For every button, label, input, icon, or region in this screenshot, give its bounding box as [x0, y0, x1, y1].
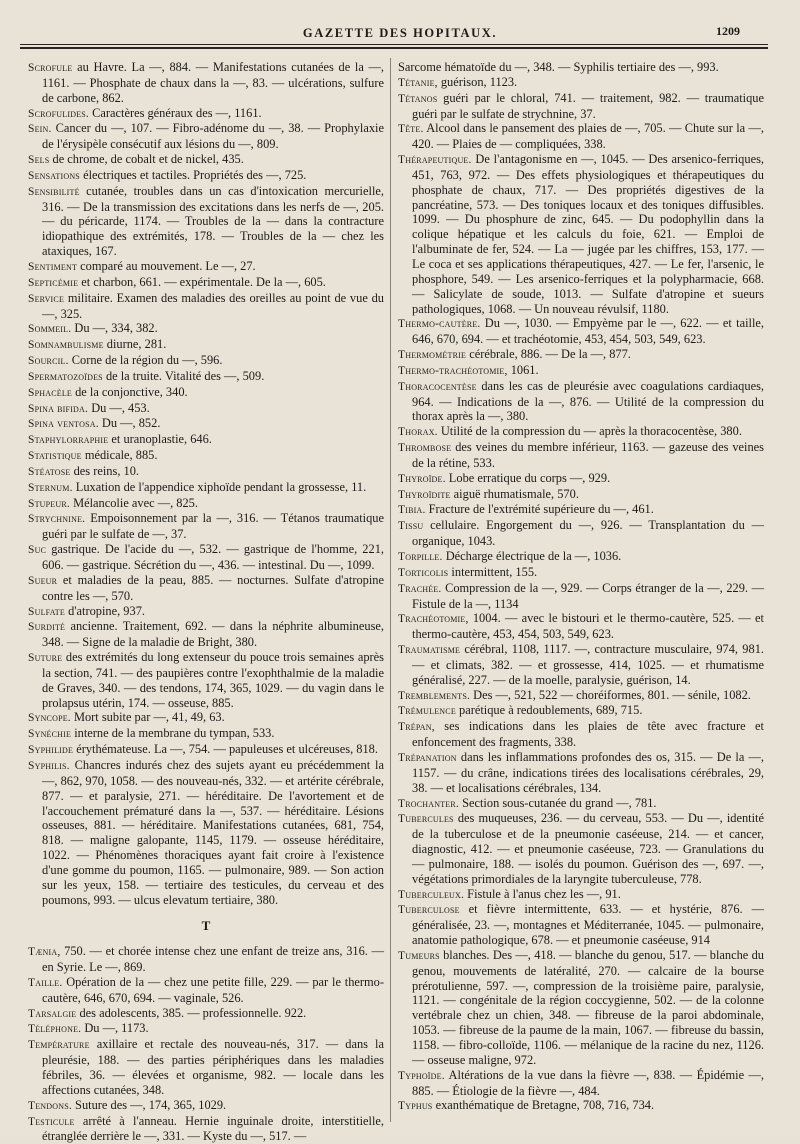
index-entry	[28, 416, 384, 432]
entry-text: Luxation de l'appendice xiphoïde pendant la grossesse, 11.	[72, 479, 367, 494]
entry-headword: Torpille.	[398, 551, 443, 563]
entry-text: et uranoplastie, 646.	[108, 432, 212, 447]
entry-headword: Service	[28, 292, 65, 305]
index-entry	[28, 121, 384, 152]
index-entry	[398, 487, 764, 503]
entry-text: Suture des —, 174, 365, 1029.	[71, 1097, 227, 1112]
index-entry	[398, 152, 764, 316]
entry-headword: Tuberculose	[398, 904, 460, 917]
entry-headword: Spermatozoïdes	[28, 370, 103, 383]
entry-text: aiguë rhumatismale, 570.	[450, 486, 579, 501]
entry-text: Section sous-cutanée du grand —, 781.	[459, 795, 657, 810]
entry-headword: Testicule	[28, 1115, 75, 1128]
index-entry	[28, 321, 384, 337]
index-entry	[398, 424, 764, 440]
entry-headword: Trachéotomie,	[398, 613, 469, 626]
entry-headword: Syphilide	[28, 744, 74, 757]
index-entry	[398, 1098, 764, 1114]
index-entry	[28, 275, 384, 291]
entry-headword: Trémulence	[398, 705, 456, 718]
index-entry	[28, 168, 384, 184]
entry-headword: Suture	[28, 652, 63, 665]
page-number: 1209	[716, 24, 740, 38]
entry-text: des adolescents, 385. — professionnelle. 922.	[76, 1005, 307, 1020]
index-entry	[398, 363, 764, 379]
entry-text: médicale, 885.	[81, 448, 158, 463]
entry-headword: Statistique	[28, 450, 82, 463]
entry-text: axillaire et rectale des nouveau-nés, 317. — dans la pleurésie, 188. — des parties périphériques dans les maladies fébriles, 36. — élevées et organisme, 982. — locale dans les affections cutanées, 348.	[42, 1037, 384, 1097]
entry-headword: Thorax.	[398, 426, 438, 439]
entry-text: Cancer du —, 107. — Fibro-adénome du —, 38. — Prophylaxie de l'érysipèle consécutif aux lésions du —, 809.	[42, 121, 384, 152]
entry-text: comparé au mouvement. Le —, 27.	[77, 258, 256, 273]
index-entry	[28, 401, 384, 417]
entry-text: Alcool dans le pansement des plaies de —, 705. — Chute sur la —, 420. — Plaies de — compliquées, 338.	[412, 121, 764, 152]
entry-text: des muqueuses, 236. — du cerveau, 553. — Du —, identité de la tuberculose et de la pneumonie caséeuse, 214. — et cancer, diagnostic, 412. — et pneumonie caséeuse, 723. — Granulations du — pulmonaire, 188. — isolés du poumon. Guérison des —, 697. —, végétations primordiales de la laryngite tuberculeuse, 778.	[412, 811, 764, 886]
index-entry	[28, 448, 384, 464]
entry-headword: Sourcil.	[28, 355, 69, 368]
index-entry	[398, 549, 764, 565]
index-entry	[28, 511, 384, 542]
index-entry	[398, 75, 764, 91]
index-entry	[28, 353, 384, 369]
entry-text: cérébral, 1108, 1117. —, contracture musculaire, 974, 981. — et climats, 382. — et grossesse, 414, 1025. — et rhumatisme généralisé, 227. — de la moelle, paralysie, guérison, 14.	[412, 642, 764, 687]
entry-text: au Havre. La —, 884. — Manifestations cutanées de la —, 1161. — Phosphate de chaux dans la —, 83. — ulcérations, sulfure de carbone, 862.	[42, 60, 384, 105]
entry-headword: Tête.	[398, 123, 424, 136]
entry-headword: Sels	[28, 154, 50, 167]
entry-headword: Tremblements.	[398, 689, 471, 702]
index-entry	[28, 432, 384, 448]
entry-text: Mort subite par —, 41, 49, 63.	[70, 710, 225, 725]
index-entry	[28, 106, 384, 122]
index-entry	[28, 650, 384, 710]
entry-headword: Température	[28, 1039, 90, 1052]
entry-text: Du —, 1173.	[81, 1021, 149, 1036]
index-entry	[398, 703, 764, 719]
entry-text: gastrique. De l'acide du —, 532. — gastrique de l'homme, 221, 606. — gastrique. Sécrétion du —, 436. — intestinal. Du —, 1099.	[42, 542, 384, 572]
index-entry	[28, 573, 384, 604]
entry-text: Du —, 852.	[98, 416, 161, 431]
entry-text: Mélancolie avec —, 825.	[69, 495, 198, 510]
index-entry	[398, 750, 764, 796]
entry-headword: Synéchie	[28, 728, 72, 741]
entry-text: Altérations de la vue dans la fièvre —, 838. — Épidémie —, 885. — Étiologie de la fièvre —, 484.	[412, 1067, 764, 1098]
entry-headword: Scrofule	[28, 62, 73, 74]
entry-text: exanthématique de Bretagne, 708, 716, 734.	[432, 1098, 655, 1113]
entry-headword: Tarsalgie	[28, 1007, 77, 1020]
entry-text: ancienne. Traitement, 692. — dans la néphrite albumineuse, 348. — Signe de la maladie de Bright, 380.	[42, 619, 384, 650]
index-entry	[398, 91, 764, 122]
entry-headword: Spina ventosa.	[28, 418, 99, 431]
index-entry	[28, 184, 384, 259]
entry-headword: Thoracocentèse	[398, 380, 477, 393]
index-entry	[28, 1037, 384, 1097]
entry-text: des veines du membre inférieur, 1163. — gazeuse des veines de la rétine, 533.	[412, 440, 764, 470]
entry-text: Corne de la région du —, 596.	[68, 353, 223, 368]
running-header-title: GAZETTE DES HOPITAUX.	[302, 26, 498, 40]
index-entry	[398, 379, 764, 425]
index-entry	[398, 121, 764, 152]
entry-text: Décharge électrique de la —, 1036.	[442, 549, 622, 563]
section-letter-heading: T	[201, 918, 211, 934]
entry-headword: Tendons.	[28, 1099, 72, 1112]
entry-text: de chrome, de cobalt et de nickel, 435.	[49, 152, 244, 167]
entry-headword: Torticolis	[398, 566, 449, 579]
entry-headword: Sensations	[28, 169, 80, 182]
entry-text: dans les inflammations profondes des os, 315. — De la —, 1157. — du crâne, indications tirées des localisations cérébrales, 29, 38. — et localisations cérébrales, 134.	[412, 749, 764, 795]
index-entry	[28, 604, 384, 620]
index-entry	[398, 688, 764, 704]
entry-headword: Trépan,	[398, 721, 435, 734]
entry-headword: Thyroïdite	[398, 488, 451, 501]
index-entry	[28, 337, 384, 353]
entry-headword: Thérapeutique.	[398, 154, 472, 167]
entry-text: 1004. — avec le bistouri et le thermo-cautère, 525. — et thermo-cautère, 453, 454, 503, 549, 623.	[412, 611, 764, 642]
index-entry	[398, 719, 764, 750]
index-column-right	[398, 60, 764, 1124]
entry-text: érythémateuse. La —, 754. — papuleuses et ulcéreuses, 818.	[73, 742, 378, 757]
entry-text: des reins, 10.	[70, 463, 139, 478]
index-entry	[28, 758, 384, 907]
entry-text: De l'antagonisme en —, 1045. — Des arsenico-ferriques, 451, 763, 972. — Des effets physiologiques et thérapeutiques du phosphate de chaux, 717. — Des propriétés digestives de la pancréatine, 573. — Des toniques locaux et des toniques diffusibles. 1099. — Du phosphure de zinc, 645. — Du podophyllin dans la colique hépatique et les calculs du foie, 621. — Emploi de l'albuminate de fer, 524. — La — jugée par les chiffres, 153, 177. — Le coca et ses applications thérapeutiques, 427. — Le fer, l'arsenic, le phosphore, 549. — Les arsenico-ferriques et la polypharmacie, 668. — Salicylate de soude, 1013. — Sulfate d'atropine et sueurs pathologiques, 1068. — Un nouveau révulsif, 1180.	[412, 152, 764, 316]
entry-headword: Typhoïde.	[398, 1069, 445, 1082]
entry-headword: Strychnine.	[28, 513, 86, 526]
entry-text: d'atropine, 937.	[64, 603, 145, 618]
index-entry	[398, 887, 764, 903]
index-entry	[398, 316, 764, 347]
entry-text: intermittent, 155.	[448, 564, 538, 579]
entry-headword: Suc	[28, 544, 47, 557]
entry-headword: Taille.	[28, 976, 63, 989]
entry-headword: Typhus	[398, 1100, 433, 1113]
entry-text: guéri par le chloral, 741. — traitement, 982. — traumatique guéri par le sulfate de strychnine, 37.	[412, 90, 764, 121]
entry-text: Utilité de la compression du — après la thoracocentèse, 380.	[437, 424, 742, 439]
entry-headword: Tissu	[398, 520, 424, 533]
entry-text: Chancres indurés chez des sujets ayant eu précédemment la —, 862, 970, 1058. — des nouveau-nés, 332. — et artérite cérébrale, 877. — et paralysie, 271. — héréditaire. De l'avortement et de l'accouchement prématuré dans la —, 537. — héréditaire. Lésions osseuses, 881. — héréditaire. Manifestations cutanées, 681, 754, 818. — maligne galopante, 1145, 1179. — osseuse héréditaire, 1022. — Phénomènes thoraciques ayant fait croire à l'existence d'une gomme du poumon, 1165. — pulmonaire, 989. — Son action sur les yeux, 158. — tertiaire des testicules, du cerveau et des poumons, 993. — ulcus elevatum tertiaire, 380.	[42, 757, 385, 907]
entry-headword: Thermométrie	[398, 349, 467, 362]
index-entry	[398, 796, 764, 812]
entry-headword: Thermo-trachéotomie,	[398, 364, 508, 377]
index-entry	[398, 440, 764, 471]
entry-text: parétique à redoublements, 689, 715.	[455, 703, 643, 718]
index-entry	[398, 811, 764, 886]
index-entry	[28, 60, 384, 106]
index-entry	[398, 565, 764, 581]
entry-text: électriques et tactiles. Propriétés des —, 725.	[79, 167, 307, 182]
entry-text: arrêté à l'anneau. Hernie inguinale droite, interstitielle, étranglée derrière le —, 331. — Kyste du —, 517. —	[42, 1113, 384, 1144]
index-entry	[398, 347, 764, 363]
index-entry	[28, 464, 384, 480]
entry-text: Du —, 453.	[88, 400, 150, 415]
entry-text: cutanée, troubles dans un cas d'intoxication mercurielle, 316. — De la transmission des excitations dans les nerfs de —, 205. — du péricarde, 1174. — Troubles de la — dans la contracture idiopathique des extrémités, 178. — Troubles de la — chez les ataxiques, 167.	[42, 183, 384, 259]
entry-text: Fistule à l'anus chez les —, 91.	[464, 886, 621, 901]
entry-text: de la truite. Vitalité des —, 509.	[102, 368, 265, 383]
entry-text: diurne, 281.	[103, 337, 167, 352]
index-entry	[28, 1098, 384, 1114]
index-entry	[398, 471, 764, 487]
entry-text: Caractères généraux des —, 1161.	[89, 105, 262, 120]
entry-headword: Tumeurs	[398, 949, 440, 962]
entry-text: blanches. Des —, 418. — blanche du genou, 517. — blanche du genou, mouvements de latéralité, 270. — calcaire de la bourse prérotulienne, 597. —, compression de la troisième paire, paralysie, 1121. — congénitale de la région coccygienne, 502. — de la colonne vertébrale chez un chien, 348. — fibreuse de la paroi abdominale, 1053. — fibreuse de la paume de la main, 1067. — fibreuse du bassin, 1158. — fibro-colloïde, 1106. — mélanique de la racine du nez, 1126. — osseuse maligne, 972.	[412, 947, 764, 1067]
entry-headword: Stupeur.	[28, 497, 70, 510]
index-column-left	[28, 60, 385, 1144]
entry-headword: Thermo-cautère.	[398, 318, 481, 331]
entry-headword: Syphilis.	[28, 759, 70, 772]
index-entry	[28, 1006, 384, 1022]
entry-text: Du —, 1030. — Empyème par le —, 622. — et taille, 646, 670, 694. — et trachéotomie, 453, 454, 503, 549, 623.	[412, 316, 764, 347]
entry-text: cérébrale, 886. — De la —, 877.	[466, 347, 631, 362]
index-entry	[398, 902, 764, 948]
entry-headword: Trachée.	[398, 582, 442, 595]
entry-headword: Tétanie,	[398, 76, 438, 89]
entry-headword: Téléphone.	[28, 1023, 82, 1036]
index-entry	[28, 480, 384, 496]
entry-headword: Septicémie	[28, 276, 79, 289]
entry-text: 750. — et chorée intense chez une enfant de treize ans, 316. — en Syrie. Le —, 869.	[42, 944, 384, 975]
index-entry	[28, 975, 384, 1006]
entry-headword: Thyroïde.	[398, 472, 446, 485]
entry-headword: Somnambulisme	[28, 339, 104, 352]
entry-text: Fracture de l'extrémité supérieure du —, 461.	[425, 502, 654, 517]
entry-text: de la conjonctive, 340.	[72, 384, 188, 399]
entry-headword: Thrombose	[398, 442, 452, 455]
header-rule-thin	[20, 44, 768, 45]
entry-text: Empoisonnement par la —, 316. — Tétanos traumatique guéri par le sulfate de —, 37.	[42, 511, 384, 542]
entry-text: Lobe erratique du corps —, 929.	[445, 470, 611, 485]
entry-headword: Sueur	[28, 574, 58, 587]
index-entry	[28, 1114, 384, 1144]
index-entry	[28, 152, 384, 168]
entry-text: militaire. Examen des maladies des oreilles au point de vue du —, 325.	[42, 290, 384, 321]
header-rule-thick	[20, 47, 768, 49]
entry-text: Compression de la —, 929. — Corps étranger de la —, 229. — Fistule de la —, 1134	[412, 580, 764, 611]
entry-text: et charbon, 661. — expérimentale. De la —, 605.	[78, 274, 326, 289]
entry-headword: Tibia.	[398, 504, 426, 517]
index-entry	[28, 619, 384, 650]
entry-headword: Sensibilité	[28, 185, 80, 198]
entry-headword: Staphylorraphie	[28, 434, 109, 447]
index-entry	[28, 1021, 384, 1037]
entry-headword: Tubercules	[398, 813, 454, 826]
entry-headword: Sphacèle	[28, 386, 72, 399]
column-divider	[390, 58, 391, 1122]
entry-text: guérison, 1123.	[437, 74, 518, 89]
index-entry	[28, 742, 384, 758]
index-entry	[28, 291, 384, 322]
entry-headword: Tænia,	[28, 946, 61, 959]
index-entry	[398, 642, 764, 688]
entry-headword: Stéatose	[28, 465, 71, 478]
index-entry	[28, 385, 384, 401]
entry-text: Sarcome hématoïde du —, 348. — Syphilis tertiaire des —, 993.	[398, 60, 719, 74]
index-entry	[398, 581, 764, 612]
entry-headword: Tétanos	[398, 92, 438, 105]
entry-headword: Scrofulides.	[28, 107, 90, 120]
entry-text: Du —, 334, 382.	[71, 321, 158, 336]
entry-text: et fièvre intermittente, 633. — et hystérie, 876. — généralisée, 23. —, montagnes et Méditerranée, 1045. — pulmonaire, anatomie pathologique, 678. — et pneumonie caséeuse, 914	[412, 902, 764, 948]
entry-headword: Sommeil.	[28, 323, 72, 336]
index-entry	[28, 369, 384, 385]
index-entry	[398, 1068, 764, 1099]
entry-text: Des —, 521, 522 — choréiformes, 801. — sénile, 1082.	[470, 687, 751, 702]
entry-text: dans les cas de pleurésie avec coagulations cardiaques, 964. — Indications de la —, 876. — Utilité de la compression du thorax après la —, 380.	[412, 378, 764, 424]
entry-text: Opération de la — chez une petite fille, 229. — par le thermo-cautère, 646, 670, 694. — vaginale, 526.	[42, 974, 384, 1005]
index-entry	[398, 948, 764, 1068]
index-entry	[28, 542, 384, 573]
entry-headword: Sein.	[28, 123, 52, 136]
entry-headword: Sentiment	[28, 260, 78, 273]
entry-headword: Sternum.	[28, 481, 73, 494]
entry-text: 1061.	[507, 362, 539, 377]
entry-headword: Trépanation	[398, 751, 457, 764]
index-entry	[28, 259, 384, 275]
entry-text: ses indications dans les plaies de tête avec fracture et enfoncement des fragments, 338.	[412, 719, 764, 750]
entry-headword: Surdité	[28, 621, 66, 634]
entry-headword: Traumatisme	[398, 644, 461, 657]
index-entry	[398, 611, 764, 642]
index-entry	[398, 60, 764, 75]
entry-headword: Trochanter.	[398, 797, 459, 810]
index-entry	[398, 502, 764, 518]
index-entry	[28, 710, 384, 726]
entry-headword: Sulfate	[28, 605, 65, 618]
entry-headword: Syncope.	[28, 712, 71, 725]
entry-text: des extrémités du long extenseur du pouce trois semaines après la section, 741. — des paupières contre l'exophthalmie de la maladie de Graves, 340. — des tendons, 174, 365, 1029. — du vagin dans le prolapsus utérin, 174. — osseuse, 885.	[42, 650, 384, 710]
entry-headword: Spina bifida.	[28, 402, 89, 415]
index-entry	[28, 944, 384, 975]
entry-text: interne de la membrane du tympan, 533.	[71, 726, 275, 741]
entry-text: et maladies de la peau, 885. — nocturnes. Sulfate d'atropine contre les —, 570.	[42, 572, 384, 603]
index-entry	[398, 518, 764, 549]
index-entry	[28, 726, 384, 742]
index-entry	[28, 496, 384, 512]
entry-headword: Tuberculeux.	[398, 888, 465, 901]
entry-text: cellulaire. Engorgement du —, 926. — Transplantation du — organique, 1043.	[412, 518, 764, 549]
